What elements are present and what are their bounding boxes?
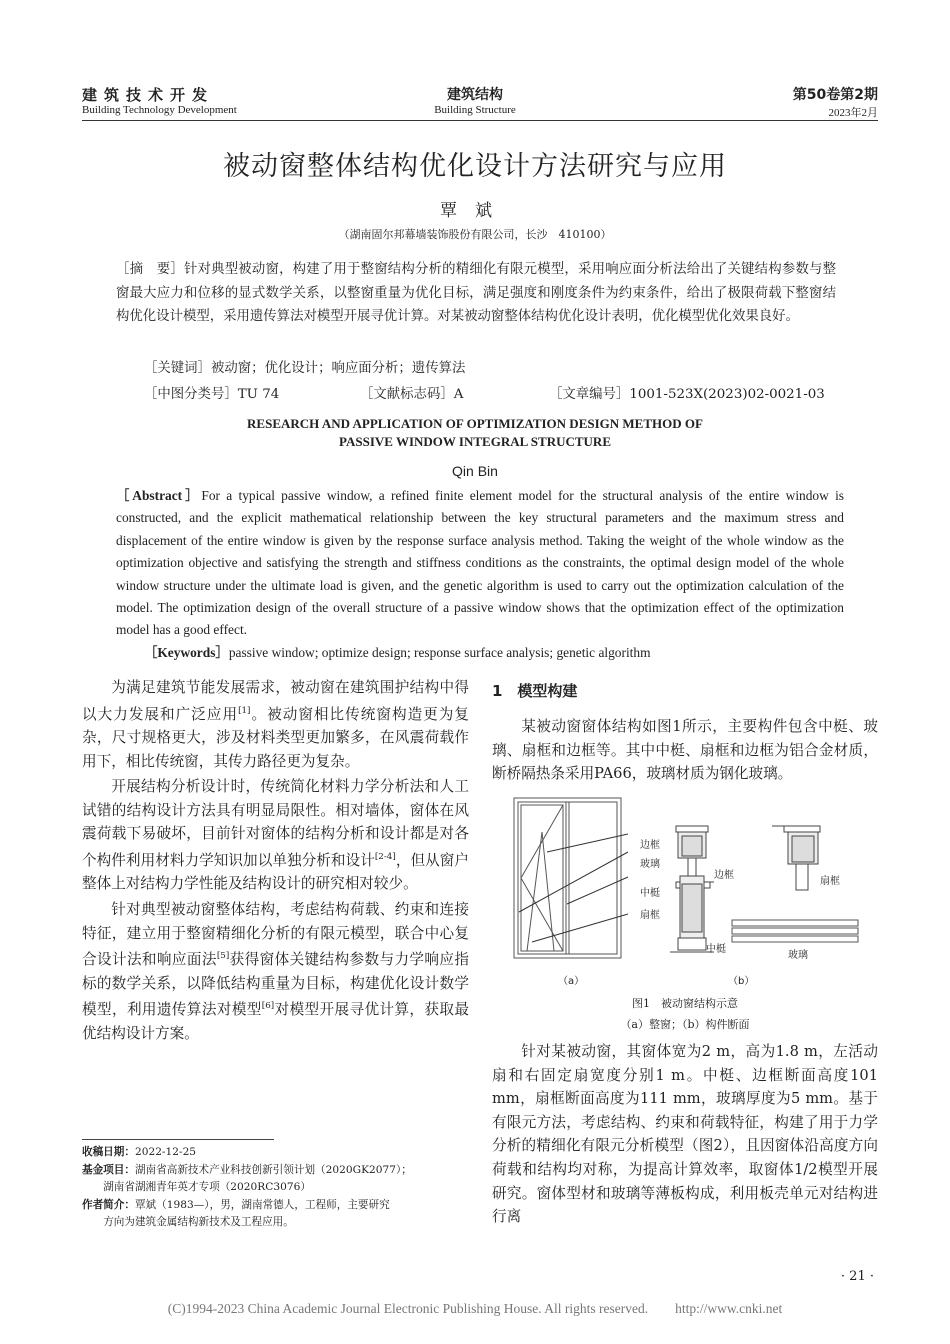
label-zhongting-b: 中梃	[706, 944, 726, 955]
author-bio-cont: 方向为建筑金属结构新技术及工程应用。	[103, 1216, 294, 1228]
keywords-en	[144, 642, 651, 661]
keywords-cn	[144, 357, 465, 376]
clc-number	[144, 383, 279, 402]
section-boli	[732, 920, 858, 942]
footnotes	[82, 1144, 469, 1232]
fund-info: 基金项目：湖南省高新技术产业科技创新引领计划（2020GK2077）；	[82, 1163, 412, 1176]
paragraph: 开展结构分析设计时，传统简化材料力学分析法和人工试错的结构设计方法具有明显局限性。相对墙体，窗体在风震荷载下易破坏，目前针对窗体的结构分析和设计都是对各个构件利用材料力学知识加以单独分析和设计[2-4]，但从窗户整体上对结构力学性能及结构设计的研究相对较少。	[82, 778, 469, 893]
abstract-cn	[116, 258, 836, 329]
subfig-b-label: （b）	[728, 976, 755, 987]
issue-date: 2023年2月	[828, 107, 878, 119]
doc-code-value: A	[453, 387, 464, 402]
fund-info-cont: 湖南省湖湘青年英才专项（2020RC3076）	[103, 1181, 311, 1193]
abstract-en	[116, 485, 844, 642]
keywords-label: ［关键词］	[144, 361, 211, 376]
figure-1	[492, 792, 878, 992]
article-title-en	[0, 415, 950, 451]
abstract-text: 针对典型被动窗，构建了用于整窗结构分析的精细化有限元模型，采用响应面分析法给出了关键结构参数与整窗最大应力和位移的显式数学关系，以整窗重量为优化目标，满足强度和刚度条件为约束条件，给出了极限荷载下整窗结构优化设计模型，采用遗传算法对模型开展寻优计算。对某被动窗整体结构优化设计表明，优化模型优化效果良好。	[116, 262, 837, 324]
label-biankuang-b: 边框	[714, 870, 734, 881]
paragraph: 针对典型被动窗整体结构，考虑结构荷载、约束和连接特征，建立用于整窗精细化分析的有限元模型，联合中心复合设计法和响应面法[5]获得窗体关键结构参数与力学响应指标的数学关系，以降低结构重量为目标，构建优化设计数学模型，利用遗传算法对模型[6]对模型开展寻优计算，获取最优结构设计方案。	[82, 901, 469, 1042]
abstract-en-label: ［Abstract］	[116, 488, 202, 503]
volume-issue: 第50卷第2期	[792, 87, 878, 103]
paragraph: 为满足建筑节能发展需求，被动窗在建筑围护结构中得以大力发展和广泛应用[1]。被动窗相比传统窗构造更为复杂，尺寸规格更大，涉及材料类型更加繁多，在风震荷载作用下，相比传统窗，其传力路径更为复杂。	[82, 679, 469, 770]
clc-label: ［中图分类号］	[144, 387, 238, 402]
body-right-para1: 某被动窗窗体结构如图1所示，主要构件包含中梃、玻璃、扇框和边框等。其中中梃、扇框和边框为铝合金材质，断桥隔热条采用PA66，玻璃材质为钢化玻璃。	[492, 718, 878, 783]
document-code	[360, 383, 463, 402]
subfig-a-label: （a）	[558, 976, 585, 987]
journal-name-cn: 建筑技术开发	[82, 86, 215, 104]
author-bio: 作者简介：覃斌（1983—），男，湖南常德人，工程师，主要研究	[82, 1198, 390, 1211]
label-zhongting: 中梃	[640, 888, 660, 899]
article-number	[549, 383, 825, 402]
column-name-en: Building Structure	[434, 104, 516, 116]
section-heading: 1 模型构建	[492, 682, 578, 700]
copyright-notice: (C)1994-2023 China Academic Journal Electronic Publishing House. All rights reserved. http://www.cnki.net	[167, 1301, 783, 1316]
section-shankuang	[772, 826, 820, 890]
label-boli: 玻璃	[640, 859, 660, 870]
author-affiliation: （湖南固尔邦幕墙装饰股份有限公司，长沙 410100）	[338, 228, 612, 241]
title-en-line2: PASSIVE WINDOW INTEGRAL STRUCTURE	[339, 434, 611, 449]
label-shankuang-b: 扇框	[820, 876, 840, 887]
body-left-column	[82, 676, 469, 1045]
header-rule	[82, 120, 878, 121]
author-en: Qin Bin	[452, 463, 498, 479]
body-right-para2: 针对某被动窗，其窗体宽为2 m，高为1.8 m，左活动扇和右固定扇宽度分别1 m。中梃、边框断面高度101 mm，扇框断面高度为111 mm，玻璃厚度为5 mm。基于有限元方法，考虑结构、约束和荷载特征，构建了用于力学分析的精细化有限元分析模型（图2），且因窗体沿高度方向荷载和结构均对称，为提高计算效率，取窗体1/2模型开展研究。窗体型材和玻璃等薄板构成，利用板壳单元对结构进行离	[492, 1043, 878, 1226]
abstract-label: ［摘 要］	[116, 262, 184, 277]
column-name-cn: 建筑结构	[447, 87, 503, 103]
figure-caption: 图1 被动窗结构示意	[632, 997, 738, 1010]
abstract-en-text: For a typical passive window, a refined finite element model for the structural analysis of the entire window is constructed, and the explicit mathematical relationship between the key structural parameters and the maximum stress and displacement of the entire window is given by the response surface analysis method. Taking the weight of the whole window as the optimization objective and satisfying the strength and stiffness conditions as the constraints, the optimal design model of the whole window structure under the ultimate load is given, and the genetic algorithm is used to carry out the optimization calculation of the model. The optimization design of the overall structure of a passive window shows that the optimization effect of the optimization model has a good effect.	[116, 488, 844, 638]
footnote-rule	[82, 1139, 274, 1140]
article-title: 被动窗整体结构优化设计方法研究与应用	[223, 151, 727, 182]
keywords-en-label: ［Keywords］	[144, 645, 229, 660]
doc-code-label: ［文献标志码］	[360, 387, 454, 402]
page-number: · 21 ·	[840, 1269, 874, 1284]
keywords-en-text: passive window; optimize design; response surface analysis; genetic algorithm	[228, 645, 651, 660]
clc-value: TU 74	[237, 387, 280, 402]
window-elevation	[514, 798, 628, 958]
received-date: 收稿日期：2022-12-25	[82, 1146, 197, 1158]
label-biankuang: 边框	[640, 840, 660, 851]
title-en-line1: RESEARCH AND APPLICATION OF OPTIMIZATION DESIGN METHOD OF	[247, 416, 703, 431]
journal-name-en: Building Technology Development	[82, 104, 237, 116]
label-shankuang: 扇框	[640, 910, 660, 921]
figure-subcaption: （a）整窗；（b）构件断面	[620, 1018, 750, 1031]
article-no-label: ［文章编号］	[549, 387, 630, 402]
keywords-text: 被动窗；优化设计；响应面分析；遗传算法	[210, 361, 466, 376]
article-author: 覃斌	[440, 201, 510, 221]
label-boli-b: 玻璃	[788, 950, 808, 961]
article-no-value: 1001-523X(2023)02-0021-03	[629, 387, 825, 402]
